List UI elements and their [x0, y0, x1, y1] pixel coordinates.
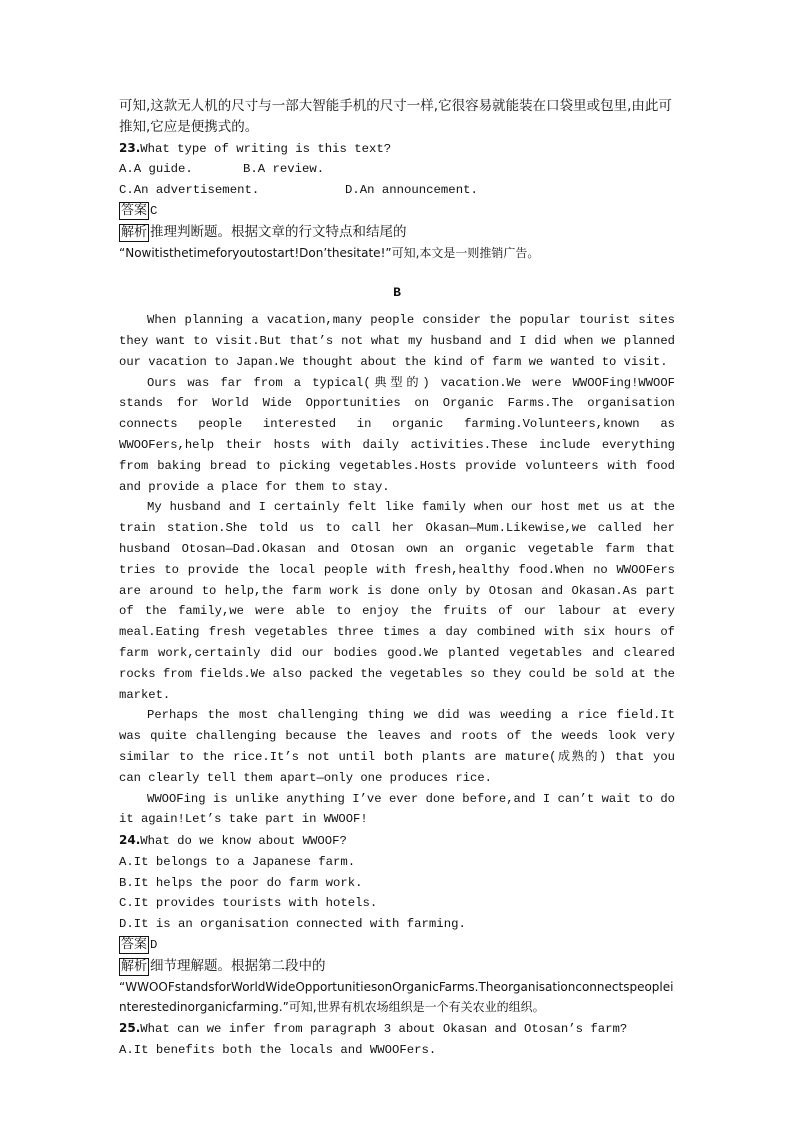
option-a: A.A guide.: [119, 162, 193, 177]
analysis-tag: 解析: [121, 224, 148, 240]
document-page: [119, 96, 675, 1061]
option-c: C.It provides tourists with hotels.: [119, 896, 378, 911]
option-d: D.An announcement.: [345, 183, 478, 198]
explanation-continuation: 可知,这款无人机的尺寸与一部大智能手机的尺寸一样,它很容易就能装在口袋里或包里,由此可推知,它应是便携式的。: [119, 98, 672, 135]
analysis-quote: “WWOOFstandsforWorldWideOpportunitiesonOrganicFarms.Theorganisationconnectspeopleinterestedinorganicfarming.”可知,世界有机农场组织是一个有关农业的组织。: [119, 979, 674, 1015]
analysis-line: [119, 956, 675, 977]
option-a: A.It belongs to a Japanese farm.: [119, 854, 356, 869]
question-number: 24.: [119, 833, 141, 848]
answer-value: D: [150, 938, 158, 953]
question-25: [119, 1018, 675, 1040]
passage-paragraph: WWOOFing is unlike anything I’ve ever done before,and I can’t wait to do it again!Let’s take part in WWOOF!: [119, 791, 675, 827]
passage-body: [119, 310, 675, 830]
answer-line: [119, 201, 675, 222]
option-c: C.An advertisement.: [119, 183, 260, 198]
passage-paragraph: Ours was far from a typical(典型的) vacation.We were WWOOFing!WWOOF stands for World Wide Opportunities on Organic Farms.The organisation connects people interested in organic farming.Volunteers,known as WWOOFers,help their hosts with daily activities.These include everything from baking bread to picking vegetables.Hosts provide volunteers with food and provide a place for them to stay.: [119, 375, 675, 494]
answer-line: [119, 935, 675, 956]
question-number: 23.: [119, 140, 141, 155]
question-stem: What do we know about WWOOF?: [140, 834, 347, 849]
options-row-cd: [119, 180, 675, 201]
options-row-ab: [119, 159, 675, 180]
analysis-text: 推理判断题。根据文章的行文特点和结尾的: [150, 223, 407, 240]
passage-title: B: [393, 285, 401, 301]
question-number: 25.: [119, 1021, 141, 1036]
analysis-quote: “Nowitisthetimeforyoutostart!Don’thesitate!”可知,本文是一则推销广告。: [119, 245, 540, 260]
passage-paragraph: My husband and I certainly felt like family when our host met us at the train station.She told us to call her Okasan—Mum.Likewise,we called her husband Otosan—Dad.Okasan and Otosan own an organic vegetable farm that tries to provide the local people with fresh,healthy food.When no WWOOFers are around to help,the farm work is done only by Otosan and Okasan.As part of the family,we were able to enjoy the fruits of our labour at every meal.Eating fresh vegetables three times a day combined with six hours of farm work,certainly did our bodies good.We planted vegetables and cleared rocks from fields.We also packed the vegetables so they could be sold at the market.: [119, 500, 675, 702]
option-a: A.It benefits both the locals and WWOOFers.: [119, 1043, 437, 1058]
option-b: B.A review.: [243, 162, 325, 177]
option-d: D.It is an organisation connected with farming.: [119, 917, 466, 932]
answer-tag: 答案: [121, 202, 148, 218]
analysis-text: 细节理解题。根据第二段中的: [150, 957, 326, 974]
question-stem: What type of writing is this text?: [140, 141, 392, 156]
analysis-line: [119, 222, 675, 243]
option-b: B.It helps the poor do farm work.: [119, 875, 363, 890]
question-stem: What can we infer from paragraph 3 about Okasan and Otosan’s farm?: [140, 1022, 628, 1037]
passage-paragraph: When planning a vacation,many people consider the popular tourist sites they want to visit.But that’s not what my husband and I did when we planned our vacation to Japan.We thought about the kind of farm we wanted to visit.: [119, 313, 675, 369]
passage-paragraph: Perhaps the most challenging thing we did was weeding a rice field.It was quite challenging because the leaves and roots of the weeds look very similar to the rice.It’s not until both plants are mature(成熟的) that you can clearly tell them apart—only one produces rice.: [119, 708, 675, 785]
answer-tag: 答案: [121, 937, 148, 953]
analysis-tag: 解析: [121, 958, 148, 974]
question-24: [119, 830, 675, 852]
question-23: [119, 138, 675, 160]
answer-value: C: [150, 203, 158, 218]
